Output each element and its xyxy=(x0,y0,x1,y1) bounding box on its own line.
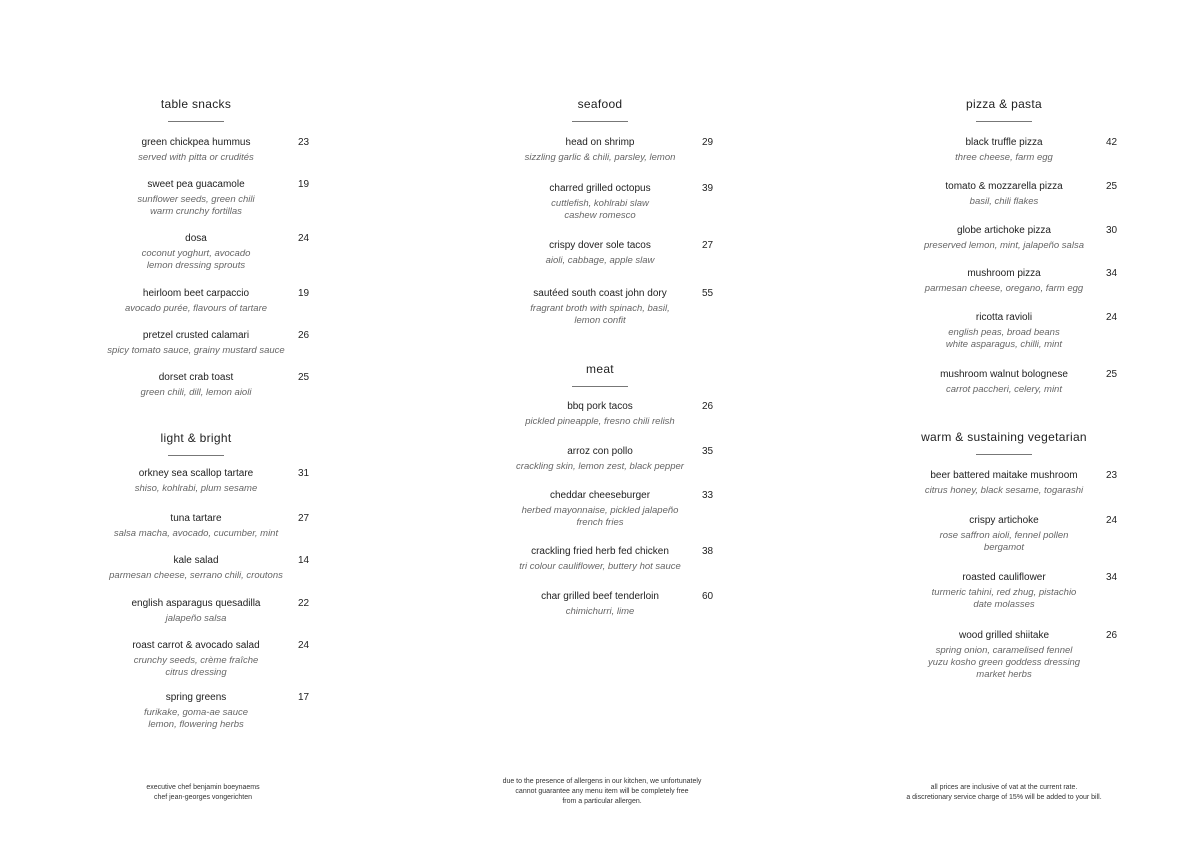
divider xyxy=(976,121,1032,122)
footer-chefs: executive chef benjamin boeynaems chef jean-georges vongerichten xyxy=(146,784,260,801)
menu-item-description: pickled pineapple, fresno chili relish xyxy=(525,416,675,427)
menu-item xyxy=(874,268,1134,295)
footer-pricing-notice: all prices are inclusive of vat at the current rate. a discretionary service charge of 15% will be added to your bill. xyxy=(906,784,1102,801)
menu-item-description: turmeric tahini, red zhug, pistachio date molasses xyxy=(931,587,1077,610)
menu-item-name: sweet pea guacamole xyxy=(147,179,245,190)
menu-item-price: 19 xyxy=(298,179,310,190)
menu-item xyxy=(470,446,730,473)
menu-item-name: head on shrimp xyxy=(565,137,635,148)
menu-item-name: english asparagus quesadilla xyxy=(131,598,261,609)
menu-item xyxy=(470,137,730,164)
divider xyxy=(572,386,628,387)
menu-item xyxy=(66,598,326,625)
divider xyxy=(168,455,224,456)
menu-item xyxy=(470,490,730,529)
section-light-bright xyxy=(66,431,326,456)
menu-item-description: avocado purée, flavours of tartare xyxy=(124,303,268,314)
section-title: light & bright xyxy=(160,431,232,445)
menu-item-price: 39 xyxy=(702,183,714,194)
divider xyxy=(572,121,628,122)
menu-item-name: mushroom pizza xyxy=(967,268,1041,279)
section-seafood xyxy=(470,97,730,122)
menu-item xyxy=(470,591,730,618)
menu-item xyxy=(874,630,1134,681)
menu-item-name: pretzel crusted calamari xyxy=(142,330,250,341)
menu-item-price: 26 xyxy=(702,401,714,412)
menu-item-price: 26 xyxy=(298,330,310,341)
menu-item-name: sautéed south coast john dory xyxy=(533,288,667,299)
section-vegetarian xyxy=(874,430,1134,455)
section-title: table snacks xyxy=(160,97,232,111)
menu-item-description: spicy tomato sauce, grainy mustard sauce xyxy=(107,345,285,356)
menu-item-name: bbq pork tacos xyxy=(567,401,633,412)
menu-item-name: kale salad xyxy=(173,555,219,566)
menu-item-price: 27 xyxy=(298,513,310,524)
menu-item-name: wood grilled shiitake xyxy=(958,630,1050,641)
menu-item-name: ricotta ravioli xyxy=(975,312,1033,323)
menu-item xyxy=(66,372,326,399)
menu-item-price: 33 xyxy=(702,490,714,501)
menu-item xyxy=(874,181,1134,208)
menu-item-price: 22 xyxy=(298,598,310,609)
menu-item xyxy=(874,137,1134,164)
menu-item xyxy=(874,225,1134,252)
menu-item-price: 60 xyxy=(702,591,714,602)
menu-item xyxy=(66,555,326,582)
menu-item-description: fragrant broth with spinach, basil, lemon confit xyxy=(530,303,670,326)
menu-item-name: orkney sea scallop tartare xyxy=(138,468,254,479)
menu-item-name: mushroom walnut bolognese xyxy=(940,369,1068,380)
menu-item-name: roast carrot & avocado salad xyxy=(132,640,260,651)
menu-item-description: chimichurri, lime xyxy=(565,606,635,617)
menu-item-price: 34 xyxy=(1106,572,1118,583)
divider xyxy=(168,121,224,122)
menu-item-description: parmesan cheese, oregano, farm egg xyxy=(924,283,1084,294)
menu-item-description: aioli, cabbage, apple slaw xyxy=(545,255,655,266)
menu-item xyxy=(874,572,1134,611)
menu-item-description: green chili, dill, lemon aioli xyxy=(140,387,252,398)
menu-item-description: salsa macha, avocado, cucumber, mint xyxy=(113,528,279,539)
menu-item-name: cheddar cheeseburger xyxy=(549,490,651,501)
menu-item-price: 35 xyxy=(702,446,714,457)
menu-item xyxy=(66,137,326,164)
menu-item-name: charred grilled octopus xyxy=(549,183,651,194)
section-pizza-pasta xyxy=(874,97,1134,122)
menu-item-name: green chickpea hummus xyxy=(141,137,251,148)
menu-item xyxy=(874,470,1134,497)
menu-item-description: served with pitta or crudités xyxy=(138,152,254,163)
menu-item-name: roasted cauliflower xyxy=(962,572,1046,583)
menu-item-name: dorset crab toast xyxy=(158,372,234,383)
menu-item-description: crunchy seeds, crème fraîche citrus dressing xyxy=(133,655,259,678)
section-title: meat xyxy=(586,362,614,376)
menu-item-price: 24 xyxy=(1106,312,1118,323)
menu-item-name: crackling fried herb fed chicken xyxy=(531,546,669,557)
menu-item xyxy=(470,288,730,327)
footer-allergen-notice: due to the presence of allergens in our kitchen, we unfortunately cannot guarantee any menu item will be completely free from a particular allergen. xyxy=(502,778,702,805)
menu-item-name: heirloom beet carpaccio xyxy=(142,288,250,299)
menu-item-price: 31 xyxy=(298,468,310,479)
section-table-snacks xyxy=(66,97,326,122)
section-meat xyxy=(470,362,730,387)
menu-item xyxy=(874,369,1134,396)
menu-item-description: coconut yoghurt, avocado lemon dressing sprouts xyxy=(141,248,251,271)
menu-item-price: 19 xyxy=(298,288,310,299)
menu-item-description: english peas, broad beans white asparagus, chilli, mint xyxy=(945,327,1063,350)
divider xyxy=(976,454,1032,455)
menu-item-description: citrus honey, black sesame, togarashi xyxy=(924,485,1084,496)
menu-item xyxy=(66,468,326,495)
menu-item-name: tuna tartare xyxy=(170,513,222,524)
menu-item xyxy=(470,183,730,222)
menu-item-price: 17 xyxy=(298,692,310,703)
menu-item-description: shiso, kohlrabi, plum sesame xyxy=(134,483,258,494)
menu-item-description: sizzling garlic & chili, parsley, lemon xyxy=(524,152,676,163)
menu-item-price: 24 xyxy=(298,233,310,244)
menu-item-description: preserved lemon, mint, jalapeño salsa xyxy=(923,240,1084,251)
menu-item-name: crispy dover sole tacos xyxy=(549,240,651,251)
menu-item-name: arroz con pollo xyxy=(567,446,633,457)
menu-item xyxy=(470,401,730,428)
menu-item-description: cuttlefish, kohlrabi slaw cashew romesco xyxy=(551,198,649,221)
menu-item xyxy=(874,515,1134,554)
menu-item-price: 24 xyxy=(1106,515,1118,526)
menu-item-description: sunflower seeds, green chili warm crunchy fortillas xyxy=(137,194,255,217)
menu-item-price: 14 xyxy=(298,555,310,566)
menu-item xyxy=(66,640,326,679)
menu-item-description: spring onion, caramelised fennel yuzu kosho green goddess dressing market herbs xyxy=(927,645,1081,680)
menu-item xyxy=(66,179,326,218)
menu-item-description: basil, chili flakes xyxy=(969,196,1039,207)
menu-item-price: 24 xyxy=(298,640,310,651)
menu-item xyxy=(470,240,730,267)
menu-item-name: tomato & mozzarella pizza xyxy=(945,181,1063,192)
menu-item xyxy=(66,692,326,731)
menu-item-description: furikake, goma-ae sauce lemon, flowering herbs xyxy=(143,707,249,730)
section-title: pizza & pasta xyxy=(966,97,1042,111)
menu-item-name: spring greens xyxy=(165,692,227,703)
menu-item-name: crispy artichoke xyxy=(969,515,1039,526)
menu-item-price: 34 xyxy=(1106,268,1118,279)
menu-item-name: globe artichoke pizza xyxy=(957,225,1051,236)
menu-item-description: herbed mayonnaise, pickled jalapeño french fries xyxy=(521,505,679,528)
menu-item-price: 42 xyxy=(1106,137,1118,148)
menu-item-price: 30 xyxy=(1106,225,1118,236)
menu-item-name: dosa xyxy=(185,233,207,244)
menu-item-price: 23 xyxy=(298,137,310,148)
menu-item xyxy=(66,330,326,357)
menu-item-name: beer battered maitake mushroom xyxy=(930,470,1078,481)
menu-item-description: rose saffron aioli, fennel pollen bergamot xyxy=(939,530,1069,553)
menu-item-name: char grilled beef tenderloin xyxy=(541,591,659,602)
menu-item-price: 29 xyxy=(702,137,714,148)
menu-item xyxy=(470,546,730,573)
menu-item-price: 23 xyxy=(1106,470,1118,481)
menu-item-description: tri colour cauliflower, buttery hot sauce xyxy=(519,561,681,572)
section-title: warm & sustaining vegetarian xyxy=(921,430,1087,444)
menu-item-price: 55 xyxy=(702,288,714,299)
menu-item xyxy=(66,513,326,540)
menu-item-price: 26 xyxy=(1106,630,1118,641)
menu-item-description: three cheese, farm egg xyxy=(955,152,1053,163)
menu-item xyxy=(66,233,326,272)
menu-item-price: 25 xyxy=(298,372,310,383)
menu-item xyxy=(66,288,326,315)
menu-item-price: 25 xyxy=(1106,369,1118,380)
menu-item-name: black truffle pizza xyxy=(965,137,1043,148)
section-title: seafood xyxy=(577,97,623,111)
menu-item-price: 38 xyxy=(702,546,714,557)
menu-item-description: jalapeño salsa xyxy=(165,613,227,624)
menu-item-description: carrot paccheri, celery, mint xyxy=(946,384,1062,395)
menu-item-price: 25 xyxy=(1106,181,1118,192)
menu-item xyxy=(874,312,1134,351)
menu-item-price: 27 xyxy=(702,240,714,251)
menu-item-description: parmesan cheese, serrano chili, croutons xyxy=(109,570,283,581)
menu-item-description: crackling skin, lemon zest, black pepper xyxy=(516,461,684,472)
